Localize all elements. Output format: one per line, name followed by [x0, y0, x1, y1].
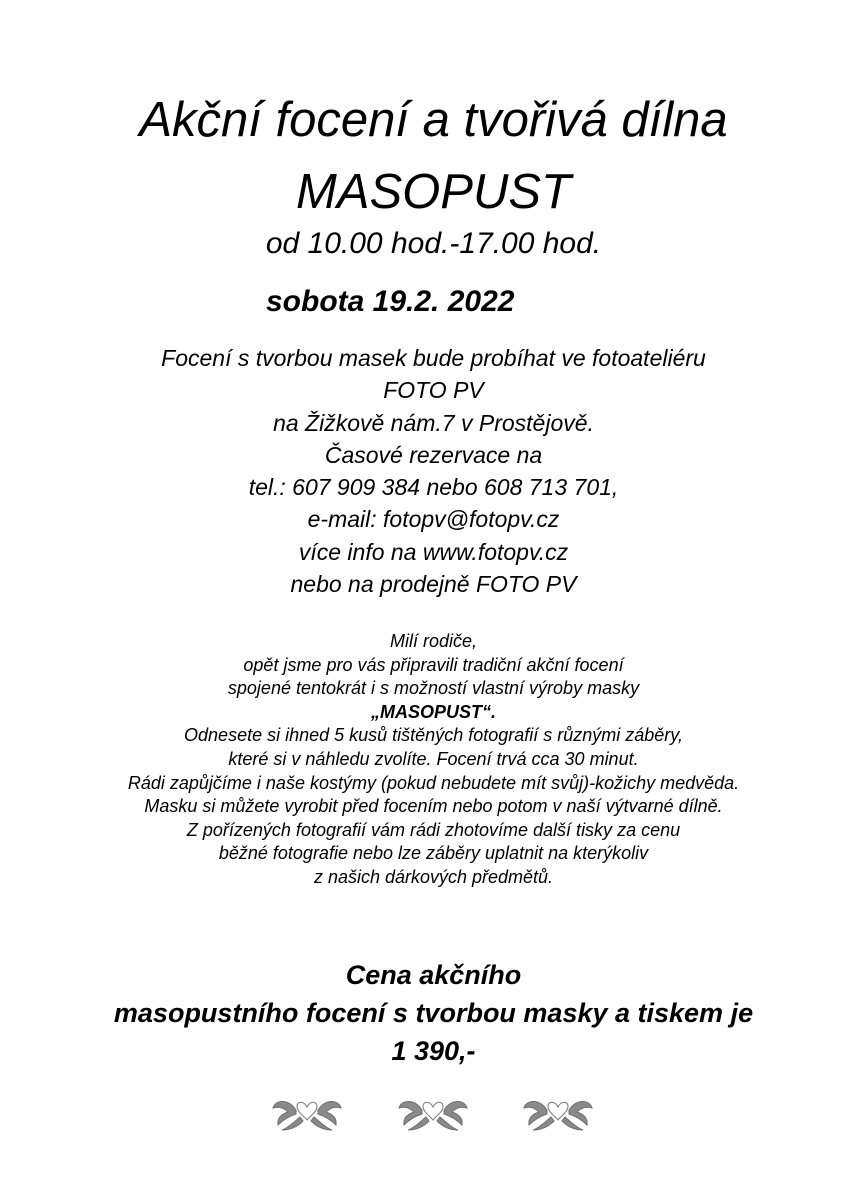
info-line: Focení s tvorbou masek bude probíhat ve fotoateliéru	[161, 345, 706, 371]
info-line-phone: tel.: 607 909 384 nebo 608 713 701,	[248, 474, 619, 501]
info-block	[0, 342, 867, 600]
heart-ribbon-ornament-icon	[396, 1090, 470, 1136]
letter-line: Milí rodiče,	[389, 631, 478, 651]
title-line-2: MASOPUST	[296, 165, 571, 219]
letter-line: Masku si můžete vyrobit před focením nebo potom v naší výtvarné dílně.	[144, 796, 723, 817]
letter-line: Z pořízených fotografií vám rádi zhotovíme další tisky za cenu	[186, 819, 681, 840]
price-line: masopustního focení s tvorbou masky a tiskem je	[113, 998, 754, 1028]
letter-line: běžné fotografie nebo lze záběry uplatnit na kterýkoliv	[218, 843, 649, 864]
letter-line: z našich dárkových předmětů.	[313, 866, 554, 887]
info-line-web: více info na www.fotopv.cz	[298, 538, 569, 565]
letter-line-masopust: „MASOPUST“.	[370, 701, 496, 722]
price-amount: 1 390,-	[391, 1036, 476, 1066]
info-line: Časové rezervace na	[324, 441, 543, 468]
info-line: na Žižkově nám.7 v Prostějově.	[273, 409, 594, 436]
letter-block	[0, 630, 867, 890]
info-line: nebo na prodejně FOTO PV	[290, 571, 577, 598]
info-line: FOTO PV	[383, 377, 484, 404]
price-block	[0, 956, 867, 1070]
price-line: Cena akčního	[345, 960, 522, 990]
hours: od 10.00 hod.-17.00 hod.	[265, 227, 602, 260]
letter-line: spojené tentokrát i s možností vlastní výroby masky	[227, 678, 640, 699]
event-date: sobota 19.2. 2022	[266, 285, 515, 318]
letter-line: Rádi zapůjčíme i naše kostýmy (pokud nebudete mít svůj)-kožichy medvěda.	[127, 772, 740, 793]
heart-ribbon-ornament-icon	[521, 1090, 595, 1136]
letter-line: které si v náhledu zvolíte. Focení trvá cca 30 minut.	[228, 748, 639, 769]
letter-line: opět jsme pro vás připravili tradiční akční focení	[243, 654, 624, 675]
ornament-row	[0, 1090, 867, 1136]
letter-line: Odnesete si ihned 5 kusů tištěných fotografií s různými záběry,	[184, 725, 683, 746]
heart-ribbon-ornament-icon	[270, 1090, 344, 1136]
title-line-1: Akční focení a tvořivá dílna	[139, 93, 728, 147]
info-line-email: e-mail: fotopv@fotopv.cz	[307, 506, 560, 533]
